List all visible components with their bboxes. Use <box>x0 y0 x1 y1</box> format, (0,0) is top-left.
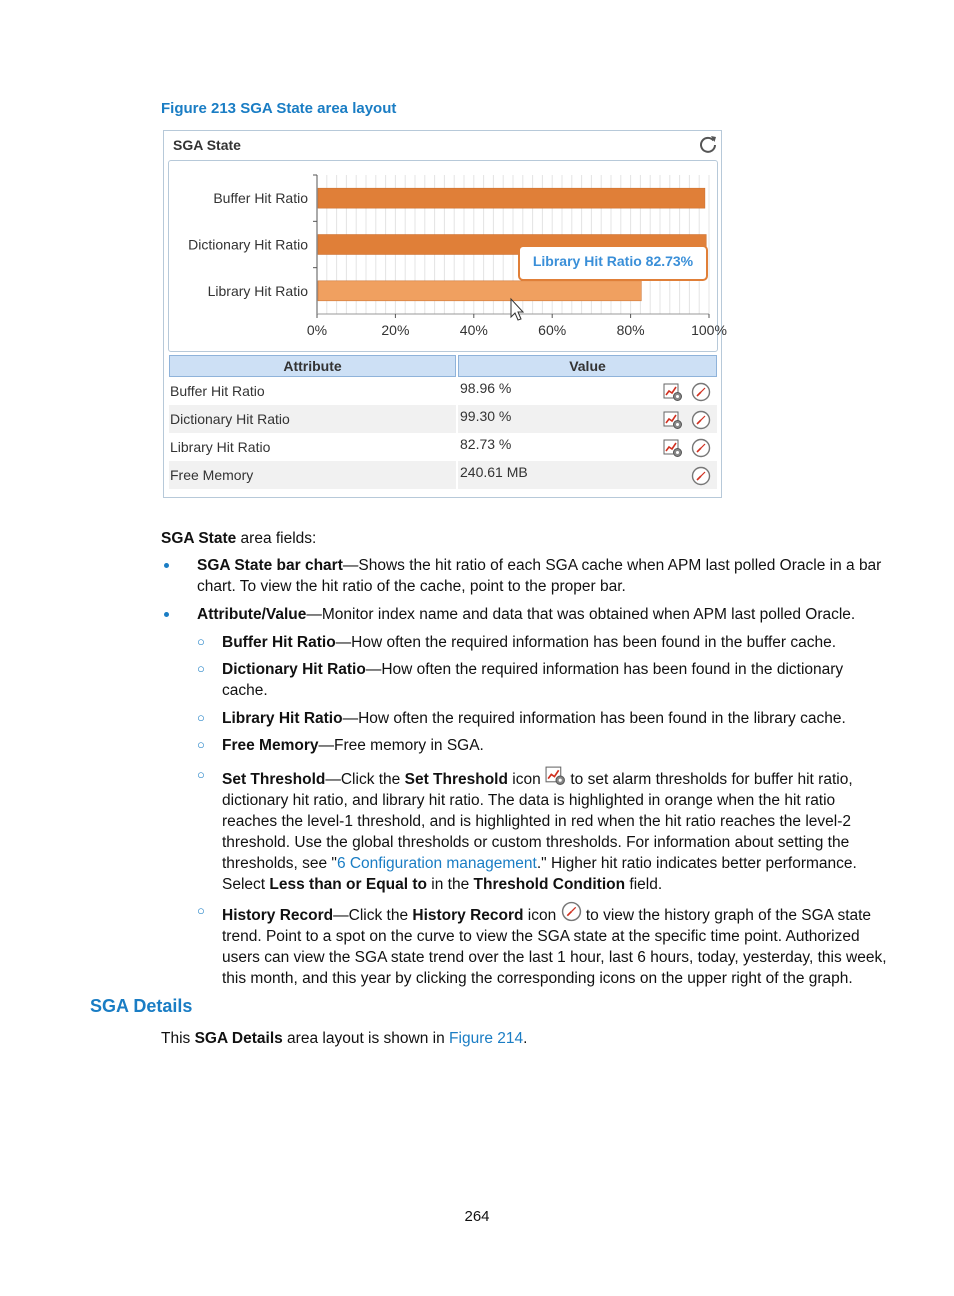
history-record-icon[interactable] <box>691 466 711 486</box>
page-number: 264 <box>464 1208 490 1225</box>
figure-214-link[interactable]: Figure 214 <box>449 1030 524 1047</box>
value-text: 82.73 % <box>460 436 512 452</box>
sub-bullet-icon: ○ <box>197 710 205 725</box>
value-text: 240.61 MB <box>460 464 528 480</box>
intro-line: SGA State area fields: <box>161 530 317 547</box>
config-management-link[interactable]: 6 Configuration management <box>336 855 537 872</box>
set-threshold-icon[interactable] <box>663 382 683 402</box>
value-cell <box>458 433 717 461</box>
category-label: Dictionary Hit Ratio <box>188 236 308 253</box>
sga-state-bar-chart <box>164 131 727 353</box>
attribute-cell: Free Memory <box>169 461 456 489</box>
sub-buffer-hit-ratio: Buffer Hit Ratio—How often the required information has been found in the buffer cache. <box>222 634 837 651</box>
category-label: Library Hit Ratio <box>207 282 308 299</box>
x-tick-label: 0% <box>306 322 328 338</box>
attribute-table <box>167 355 719 489</box>
sub-history-record: History Record—Click the History Record icon to view the history graph of the SGA state trend. Point to a spot on the curve to view the SGA state at the specific time point. Authorized users can view the SGA state trend over the last 1 hour, last 6 hours, today, yesterday, this week, this month, and this year by clicking the corresponding icons on the upper right of the graph. <box>222 901 887 989</box>
bar-buffer-hit-ratio <box>318 188 705 208</box>
sga-state-panel <box>163 130 727 498</box>
table-row <box>169 405 717 433</box>
history-record-icon[interactable] <box>691 438 711 458</box>
x-tick-label: 80% <box>616 322 645 338</box>
tooltip-text: Library Hit Ratio 82.73% <box>532 253 694 269</box>
value-header: Value <box>458 355 717 377</box>
sub-library-hit-ratio: Library Hit Ratio—How often the required information has been found in the library cache. <box>222 710 846 727</box>
sub-bullet-icon: ○ <box>197 903 205 918</box>
sub-bullet-icon: ○ <box>197 661 205 676</box>
figure-caption: Figure 213 SGA State area layout <box>161 100 397 117</box>
attribute-cell: Dictionary Hit Ratio <box>169 405 456 433</box>
x-tick-label: 60% <box>538 322 567 338</box>
set-threshold-icon[interactable] <box>663 438 683 458</box>
bullet-icon <box>164 612 169 617</box>
attribute-cell: Library Hit Ratio <box>170 439 271 455</box>
bar-library-hit-ratio <box>318 281 641 301</box>
x-tick-label: 100% <box>691 322 727 338</box>
category-label: Buffer Hit Ratio <box>213 190 308 207</box>
mouse-cursor-icon <box>511 299 523 320</box>
value-cell <box>458 461 717 489</box>
set-threshold-icon <box>545 765 566 786</box>
value-cell <box>458 377 717 405</box>
bullet-attribute-value: Attribute/Value—Monitor index name and data that was obtained when APM last polled Oracle. <box>197 606 856 623</box>
sub-bullet-icon: ○ <box>197 634 205 649</box>
sub-dictionary-hit-ratio: Dictionary Hit Ratio—How often the required information has been found in the dictionary cache. <box>222 661 844 699</box>
value-text: 98.96 % <box>460 380 512 396</box>
sub-bullet-icon: ○ <box>197 767 205 782</box>
history-record-icon[interactable] <box>691 382 711 402</box>
details-line: This SGA Details area layout is shown in Figure 214. <box>161 1030 528 1047</box>
table-row <box>169 377 717 405</box>
sub-set-threshold: Set Threshold—Click the Set Threshold icon to set alarm thresholds for buffer hit ratio, dictionary hit ratio, and library hit ratio. The data is highlighted in orange when the hit ratio reaches the level-1 threshold, and is highlighted in red when the hit ratio reaches the level-2 threshold. Use the global thresholds or custom thresholds. For information about setting the thresholds, see "6 Configuration management." Higher hit ratio indicates better performance. Select Less than or Equal to in the Threshold Condition field. <box>222 765 857 895</box>
table-row <box>169 461 717 489</box>
section-heading: SGA Details <box>90 996 193 1016</box>
attribute-cell: Buffer Hit Ratio <box>170 383 265 399</box>
attribute-header: Attribute <box>169 355 456 377</box>
history-record-icon[interactable] <box>691 410 711 430</box>
table-row <box>169 433 717 461</box>
bullet-icon <box>164 563 169 568</box>
x-tick-label: 40% <box>459 322 488 338</box>
history-record-icon <box>561 901 582 922</box>
value-cell <box>458 405 717 433</box>
value-text: 99.30 % <box>460 408 512 424</box>
bullet-bar-chart: SGA State bar chart—Shows the hit ratio of each SGA cache when APM last polled Oracle in a bar chart. To view the hit ratio of the cache, point to the proper bar. <box>197 557 882 595</box>
sub-free-memory: Free Memory—Free memory in SGA. <box>222 737 484 754</box>
x-tick-label: 20% <box>381 322 410 338</box>
sub-bullet-icon: ○ <box>197 737 205 752</box>
panel-title: SGA State <box>173 137 241 153</box>
set-threshold-icon[interactable] <box>663 410 683 430</box>
